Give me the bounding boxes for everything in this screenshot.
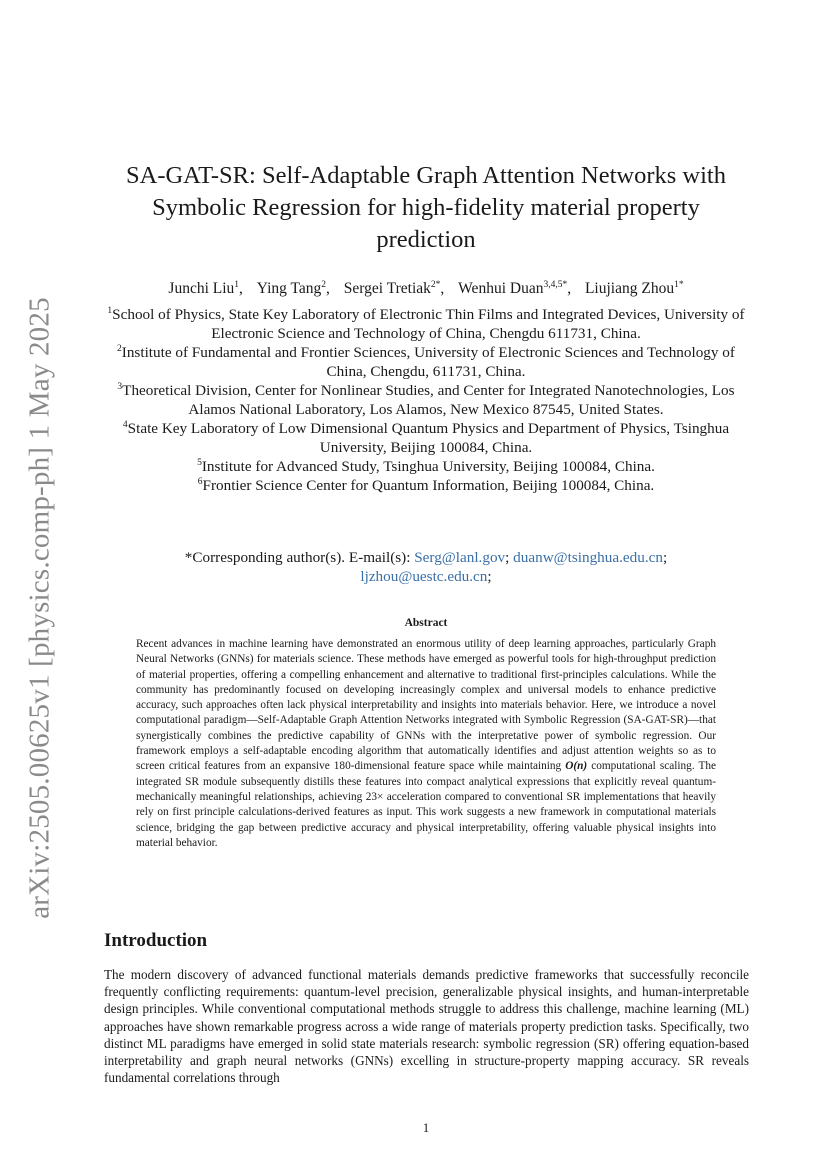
email-link[interactable]: ljzhou@uestc.edu.cn	[360, 568, 488, 585]
paper-title: SA-GAT-SR: Self-Adaptable Graph Attention Networks with Symbolic Regression for high-fidelity material property prediction	[126, 162, 726, 253]
affiliation: $^4$State Key Laboratory of Low Dimensional Quantum Physics and Department of Physics, Tsinghua University, Beijing 100084, China.	[122, 419, 730, 456]
author: Ying Tang$^2$,	[256, 279, 330, 297]
abstract-heading: Abstract	[404, 617, 448, 629]
email-link[interactable]: duanw@tsinghua.edu.cn	[513, 549, 663, 566]
author: Junchi Liu$^1$,	[168, 279, 243, 297]
corresponding-author: *Corresponding author(s). E-mail(s): Serg@lanl.gov; duanw@tsinghua.edu.cn; ljzhou@uestc.edu.cn;	[184, 549, 668, 585]
math-expression: O(n)	[565, 760, 588, 773]
author: Sergei Tretiak$^{2*}$,	[343, 279, 445, 297]
email-link[interactable]: Serg@lanl.gov	[414, 549, 506, 566]
affiliation-list	[104, 305, 748, 495]
affiliation: $^3$Theoretical Division, Center for Nonlinear Studies, and Center for Integrated Nanotechnologies, Los Alamos National Laboratory, Los Alamos, New Mexico 87545, United States.	[117, 381, 735, 418]
arxiv-identifier: arXiv:2505.00625v1 [physics.comp-ph] 1 May 2025	[23, 297, 56, 919]
affiliation: $^6$Frontier Science Center for Quantum Information, Beijing 100084, China.	[197, 476, 655, 494]
introduction-text: The modern discovery of advanced functional materials demands predictive frameworks that successfully reconcile frequently conflicting requirements: quantum-level precision, generalizable physical insights, and human-interpretable design principles. While conventional computational methods struggle to address this challenge, machine learning (ML) approaches have shown remarkable progress across a wide range of materials property prediction tasks. Specifically, two distinct ML paradigms have emerged in solid state materials research: symbolic regression (SR) offering equation-based interpretability and graph neural networks (GNNs) excelling in structure-property mapping accuracy. SR reveals fundamental correlations through	[104, 967, 749, 1086]
page-number: 1	[422, 1120, 430, 1135]
author: Wenhui Duan$^{3,4,5*}$,	[458, 279, 572, 297]
abstract-text: Recent advances in machine learning have demonstrated an enormous utility of deep learning approaches, particularly Graph Neural Networks (GNNs) for materials science. These methods have emerged as powerful tools for high-throughput prediction of material properties, offering a compelling enhancement and alternative to traditional first-principles calculations. While the community has predominantly focused on developing increasingly complex and universal models to enhance predictive accuracy, such approaches often lack physical interpretability and insights into materials behavior. Here, we introduce a novel computational paradigm—Self-Adaptable Graph Attention Networks integrated with Symbolic Regression (SA-GAT-SR)—that synergistically combines the predictive capability of GNNs with the interpretative power of symbolic regression. Our framework employs a self-adaptable encoding algorithm that automatically identifies and adjust attention weights so as to screen critical features from an expansive 180-dimensional feature space while maintaining O(n) computational scaling. The integrated SR module subsequently distills these features into compact analytical expressions that explicitly reveal quantum-mechanically meaningful relationships, achieving 23× acceleration compared to conventional SR implementations that heavily rely on first principle calculations-derived features as input. This work suggests a new framework in computational materials science, bridging the gap between predictive accuracy and physical interpretability, offering valuable physical insights into material behavior.	[136, 638, 717, 849]
author-list	[104, 279, 748, 299]
affiliation: $^2$Institute of Fundamental and Frontier Sciences, University of Electronic Sciences and Technology of China, Chengdu, 611731, China.	[117, 343, 735, 380]
affiliation: $^1$School of Physics, State Key Laboratory of Electronic Thin Films and Integrated Devices, University of Electronic Science and Technology of China, Chengdu 611731, China.	[107, 305, 745, 342]
author: Liujiang Zhou$^{1*}$	[584, 279, 684, 297]
affiliation: $^5$Institute for Advanced Study, Tsinghua University, Beijing 100084, China.	[197, 457, 655, 475]
introduction-heading: Introduction	[104, 930, 208, 951]
